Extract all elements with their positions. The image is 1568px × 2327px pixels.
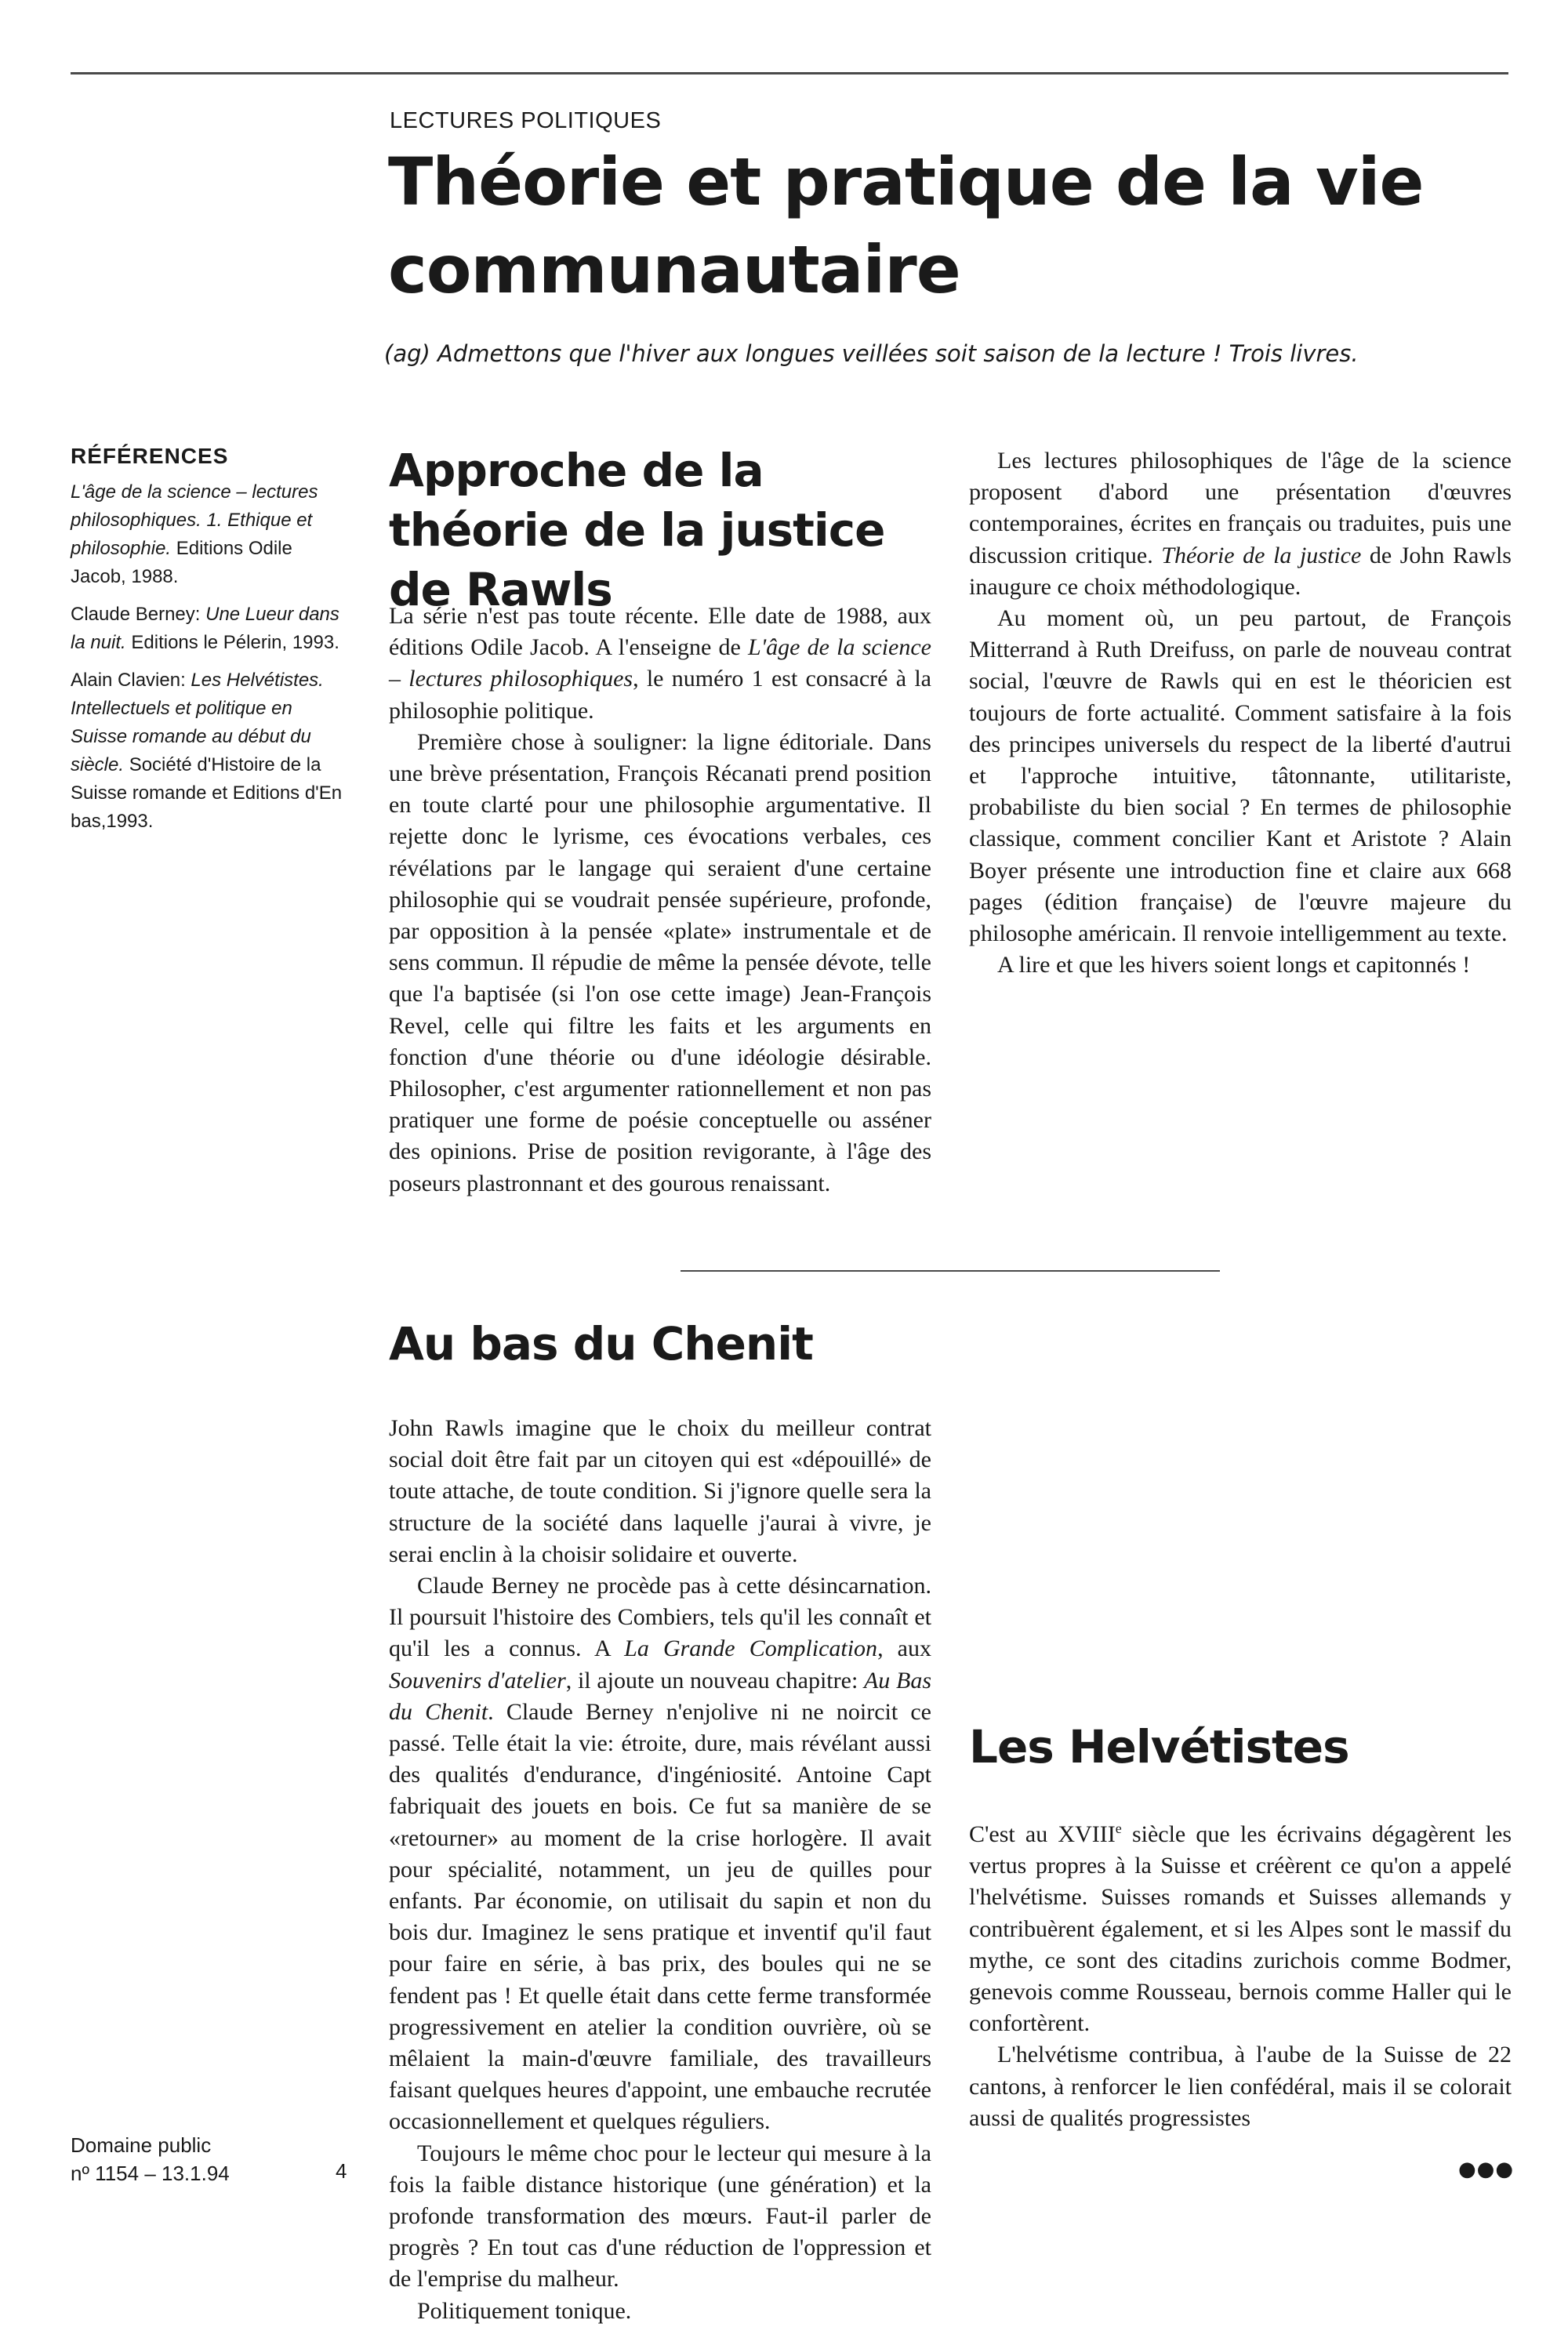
paragraph: Claude Berney ne procède pas à cette désincarnation. Il poursuit l'histoire des Combiers, tels qu'il les connaît et qu'il les a connus. A La Grande Complication, aux Souvenirs d'atelier, il ajoute un nouveau chapitre: Au Bas du Chenit. Claude Berney n'enjolive ni ne noircit ce passé. Telle était la vie: étroite, dure, mais révélant aussi des qualités d'endurance, d'ingéniosité. Antoine Capt fabriquait des jouets en bois. Ce fut sa manière de se «retourner» au moment de la crise horlogère. Il avait pour spécialité, notamment, un jeu de quilles pour enfants. Par économie, on utilisait du sapin et non du bois dur. Imaginez le sens pratique et inventif qu'il faut pour faire en série, à bas prix, des boules qui ne se fendent pas ! Et quelle était dans cette ferme transformée progressivement en atelier la condition ouvrière, où se mêlaient la main-d'œuvre familiale, des travailleurs faisant quelques heures d'appoint, une embauche recrutée occasionnellement et quelques réguliers. <box>389 1573 932 2135</box>
paragraph: A lire et que les hivers soient longs et capitonnés ! <box>997 952 1471 978</box>
article-helvetistes-col <box>969 1819 1512 2134</box>
article-title-helvetistes: Les Helvétistes <box>969 1720 1349 1773</box>
article-rawls-col-2 <box>969 445 1512 981</box>
article-chenit-col-1 <box>389 1413 931 2327</box>
section-rubric: LECTURES POLITIQUES <box>390 108 662 133</box>
page-number: 4 <box>336 2159 347 2183</box>
references-heading: RÉFÉRENCES <box>71 444 229 468</box>
page-title: Théorie et pratique de la vie communautaire <box>388 143 1424 308</box>
paragraph: L'helvétisme contribua, à l'aube de la Suisse de 22 cantons, à renforcer le lien confédéral, mais il se colorait aussi de qualités progressistes <box>969 2042 1512 2131</box>
paragraph: C'est au XVIIIe siècle que les écrivains dégagèrent les vertus propres à la Suisse et créèrent ce qu'on a appelé l'helvétisme. Suisses romands et Suisses allemands y contribuèrent également, et si les Alpes sont le massif du mythe, ce sont des citadins zurichois comme Bodmer, genevois comme Rousseau, bernois comme Haller qui le confortèrent. <box>969 1821 1512 2037</box>
continued-marker-icon: ●●● <box>1458 2158 1515 2181</box>
reference-item: Alain Clavien: Les Helvétistes. Intellectuels et politique en Suisse romande au début du siècle. Société d'Histoire de la Suisse romande et Editions d'En bas,1993. <box>71 670 343 832</box>
publication-name: Domaine public <box>71 2133 212 2157</box>
paragraph: Toujours le même choc pour le lecteur qui mesure à la fois la faible distance historique (une génération) et la profonde transformation des mœurs. Faut-il parler de progrès ? En tout cas d'une réduction de l'oppression et de l'emprise du malheur. <box>389 2140 931 2293</box>
paragraph: La série n'est pas toute récente. Elle date de 1988, aux éditions Odile Jacob. A l'enseigne de L'âge de la science – lectures philosophiques, le numéro 1 est consacré à la philosophie politique. <box>389 603 931 724</box>
article-title-rawls: Approche de la théorie de la justice de Rawls <box>389 444 885 616</box>
paragraph: Première chose à souligner: la ligne éditoriale. Dans une brève présentation, François Récanati prend position en toute clarté pour une philosophie argumentative. Il rejette donc le lyrisme, ces évocations verbales, ces révélations par le langage qui seraient d'une certaine philosophie qui se voudrait pensée supérieure, profonde, par opposition à la pensée «plate» instrumentale et de sens commun. Il répudie de même la pensée dévote, telle que l'a baptisée (si l'on ose cette image) Jean-François Revel, celle qui filtre les faits et les arguments en fonction d'une théorie ou d'une idéologie désirable. Philosopher, c'est argumenter rationnellement et non pas pratiquer une forme de poésie conceptuelle ou asséner des opinions. Prise de position revigorante, à l'âge des poseurs plastronnant et des gourous renaissant. <box>389 728 931 1196</box>
issue-number: nº 1154 – 13.1.94 <box>71 2162 230 2185</box>
publication-footer <box>71 2131 353 2187</box>
lead-paragraph: (ag) Admettons que l'hiver aux longues veillées soit saison de la lecture ! Trois livres. <box>384 340 1359 367</box>
reference-item: L'âge de la science – lectures philosophiques. 1. Ethique et philosophie. Editions Odile Jacob, 1988. <box>71 481 318 587</box>
paragraph: Politiquement tonique. <box>417 2297 632 2324</box>
top-rule <box>71 72 1508 74</box>
references-sidebar <box>71 444 353 845</box>
article-title-chenit: Au bas du Chenit <box>389 1317 813 1370</box>
article-rawls-col-1 <box>389 601 931 1200</box>
section-divider <box>681 1270 1220 1272</box>
paragraph: Les lectures philosophiques de l'âge de la science proposent d'abord une présentation d'œuvres contemporaines, écrites en français ou traduites, puis une discussion critique. Théorie de la justice de John Rawls inaugure ce choix méthodologique. <box>969 448 1512 600</box>
paragraph: John Rawls imagine que le choix du meilleur contrat social doit être fait par un citoyen qui est «dépouillé» de toute attache, de toute condition. Si j'ignore quelle sera la structure de la société dans laquelle j'aurai à vivre, je serai enclin à la choisir solidaire et ouverte. <box>389 1415 931 1567</box>
reference-item: Claude Berney: Une Lueur dans la nuit. Editions le Pélerin, 1993. <box>71 604 339 653</box>
paragraph: Au moment où, un peu partout, de François Mitterrand à Ruth Dreifuss, on parle de nouveau contrat social, l'œuvre de Rawls qui en est le théoricien est toujours de forte actualité. Comment satisfaire à la fois des principes universels du respect de la liberté d'autrui et l'approche intuitive, tâtonnante, utilitariste, probabiliste du bien social ? En termes de philosophie classique, comment concilier Kant et Aristote ? Alain Boyer présente une introduction fine et claire aux 668 pages (édition française) de l'œuvre majeure du philosophe américain. Il renvoie intelligemment au texte. <box>969 605 1512 947</box>
